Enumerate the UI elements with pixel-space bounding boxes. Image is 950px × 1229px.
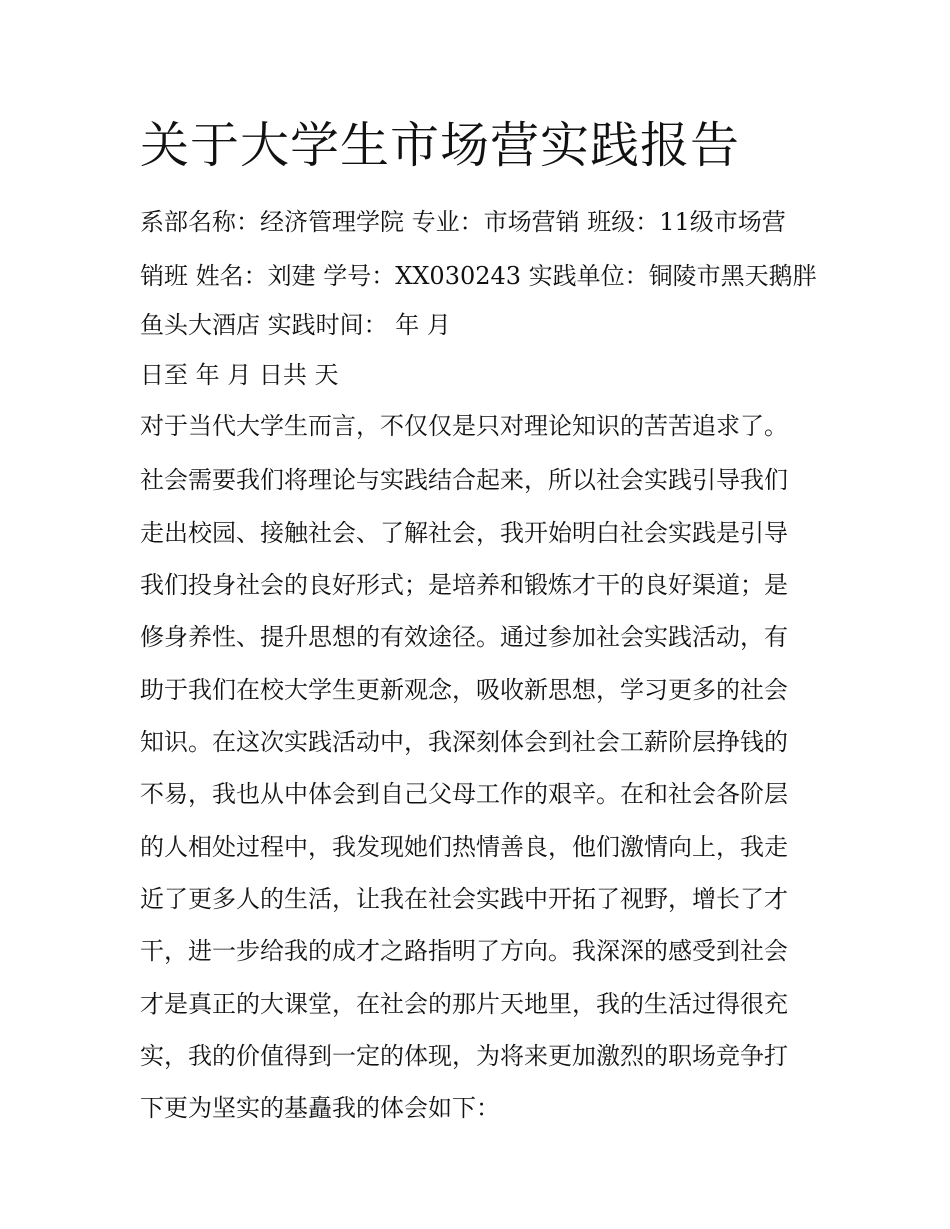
body-line: 知识。在这次实践活动中，我深刻体会到社会工薪阶层挣钱的 <box>140 728 788 756</box>
body-line: 才是真正的大课堂，在社会的那片天地里，我的生活过得很充 <box>140 990 788 1018</box>
body-line: 走出校园、接触社会、了解社会，我开始明白社会实践是引导 <box>140 519 788 547</box>
info-line: 系部名称：经济管理学院 专业：市场营销 班级：11级市场营 <box>140 208 786 236</box>
info-line: 鱼头大酒店 实践时间： 年 月 <box>140 311 451 339</box>
info-line: 日至 年 月 日共 天 <box>140 361 339 389</box>
body-line: 下更为坚实的基矗我的体会如下： <box>140 1094 500 1122</box>
document-title: 关于大学生市场营实践报告 <box>140 117 741 174</box>
body-line: 近了更多人的生活，让我在社会实践中开拓了视野，增长了才 <box>140 885 788 913</box>
body-line: 社会需要我们将理论与实践结合起来，所以社会实践引导我们 <box>140 466 788 494</box>
body-line: 修身养性、提升思想的有效途径。通过参加社会实践活动，有 <box>140 623 788 651</box>
body-line: 实，我的价值得到一定的体现，为将来更加激烈的职场竞争打 <box>140 1042 788 1070</box>
body-line: 对于当代大学生而言，不仅仅是只对理论知识的苦苦追求了。 <box>140 412 788 440</box>
body-line: 助于我们在校大学生更新观念，吸收新思想，学习更多的社会 <box>140 676 788 704</box>
body-line: 干，进一步给我的成才之路指明了方向。我深深的感受到社会 <box>140 937 788 965</box>
body-line: 我们投身社会的良好形式；是培养和锻炼才干的良好渠道；是 <box>140 571 788 599</box>
body-line: 不易，我也从中体会到自己父母工作的艰辛。在和社会各阶层 <box>140 780 788 808</box>
body-line: 的人相处过程中，我发现她们热情善良，他们激情向上，我走 <box>140 833 788 861</box>
info-line: 销班 姓名：刘建 学号：XX030243 实践单位：铜陵市黑天鹅胖 <box>140 262 817 290</box>
